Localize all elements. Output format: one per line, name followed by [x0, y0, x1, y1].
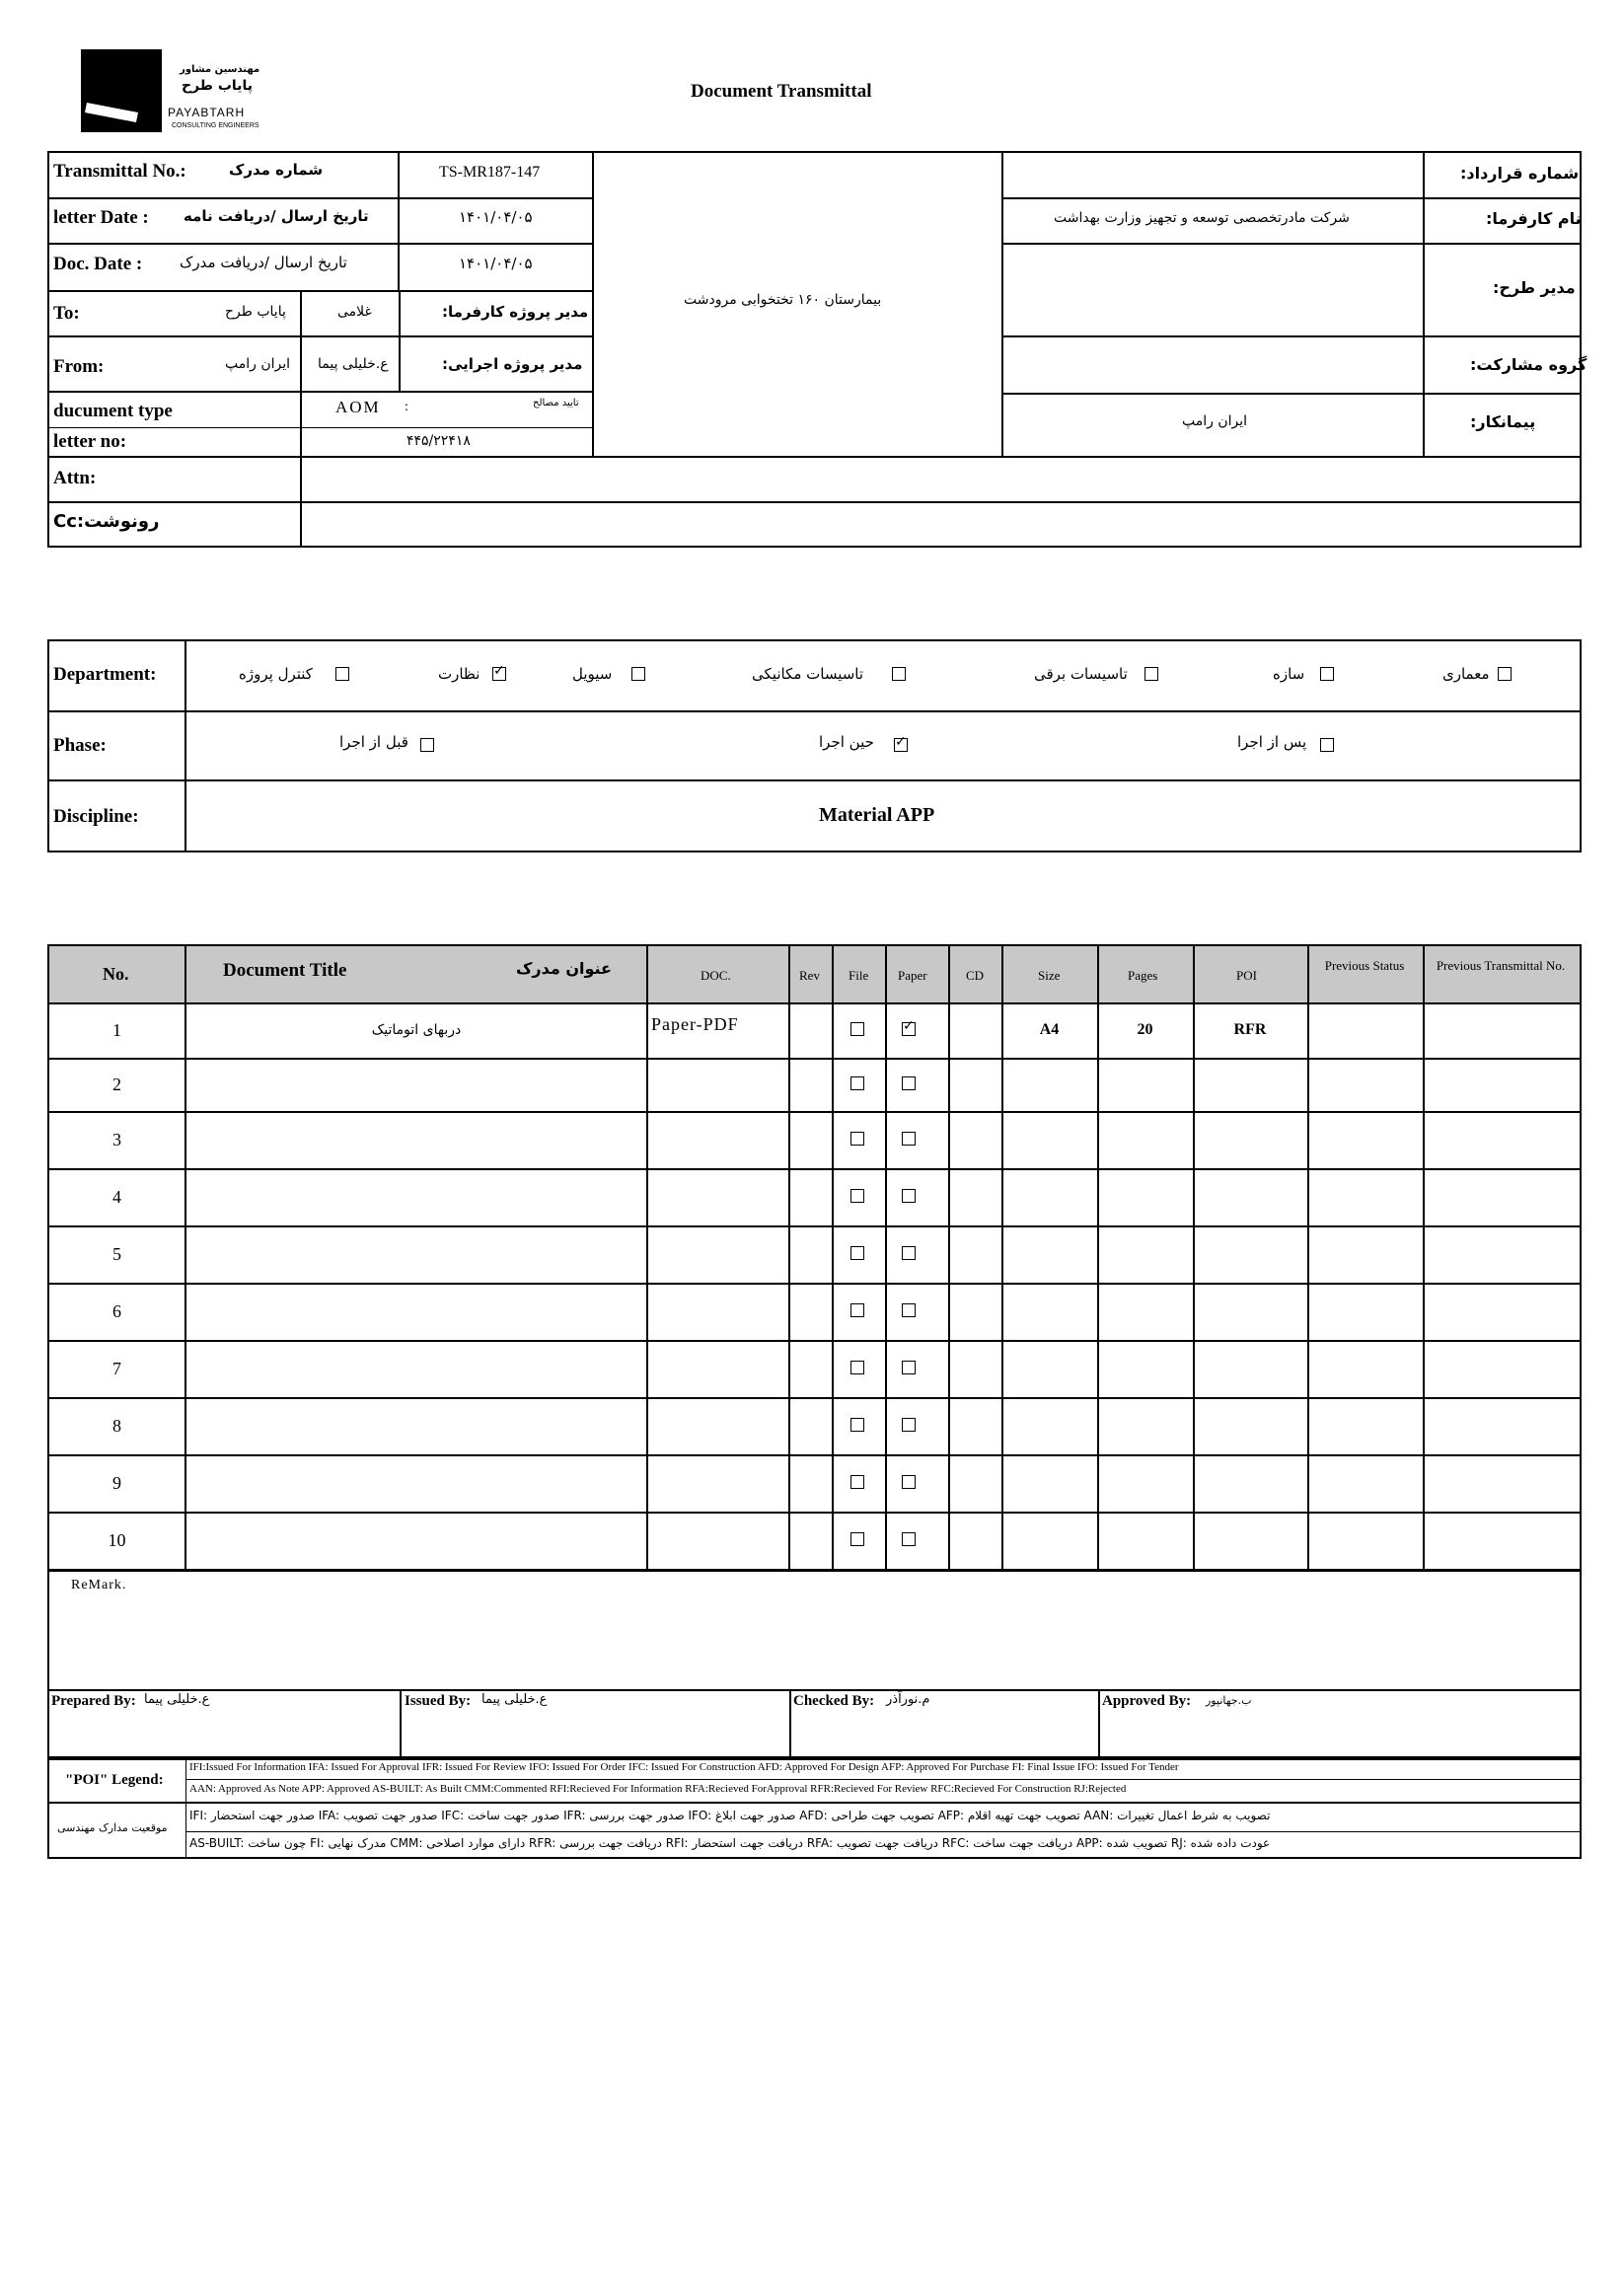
- department-checkbox[interactable]: [1498, 667, 1512, 681]
- department-option-label: سیویل: [572, 665, 613, 683]
- row-file-checkbox[interactable]: [850, 1246, 864, 1260]
- row-number: 5: [112, 1244, 121, 1264]
- doc-date-fa-label: تاریخ ارسال /دریافت مدرک: [180, 254, 347, 271]
- status-legend-fa-line1: IFI: صدور جهت استحضار IFA: صدور جهت تصویب IFC: صدور جهت ساخت IFR: صدور جهت بررسی IFO: صدور جهت ابلاغ AFD: تصویب جهت طراحی AFP: تصویب جهت تهیه اقلام AAN: تصویب به شرط اعمال تغییرات: [189, 1809, 1271, 1822]
- row-number: 8: [112, 1416, 121, 1436]
- col-header-title-fa: عنوان مدرک: [516, 959, 612, 978]
- col-header-pages: Pages: [1128, 968, 1158, 983]
- department-option-label: تاسیسات برقی: [1034, 665, 1128, 683]
- letter-date-value: ۱۴۰۱/۰۴/۰۵: [459, 208, 533, 226]
- employer-value: شرکت مادرتخصصی توسعه و تجهیز وزارت بهداشت: [1054, 210, 1350, 226]
- row-number: 4: [112, 1187, 121, 1207]
- letter-no-label: letter no:: [53, 431, 127, 452]
- poi-legend-label: "POI" Legend:: [65, 1772, 164, 1788]
- row-paper-checkbox[interactable]: [902, 1189, 916, 1203]
- row-file-checkbox[interactable]: [850, 1475, 864, 1489]
- poi-legend-line: IFI:Issued For Information IFA: Issued For Approval IFR: Issued For Review IFO: Issued For Order IFC: Issued For Construction AFD: Approved For Design AFP: Approved For Purchase FI: Final Issue IFO: Issued For Tender: [189, 1761, 1179, 1773]
- doc-type-colon: :: [405, 400, 408, 414]
- department-checkbox[interactable]: [492, 667, 506, 681]
- phase-option-label: حین اجرا: [819, 733, 874, 751]
- col-header-title-en: Document Title: [223, 960, 347, 981]
- logo-en-line1: PAYABTARH: [168, 106, 246, 119]
- doc-type-label: ducument type: [53, 401, 173, 421]
- department-checkbox[interactable]: [1320, 667, 1334, 681]
- letter-date-label: letter Date :: [53, 207, 149, 228]
- checked-by-value: م.نورآذر: [886, 1692, 930, 1707]
- cc-field[interactable]: [302, 503, 1581, 547]
- contract-no-label: شماره قرارداد:: [1460, 164, 1580, 183]
- doc-type-value: AOM: [335, 398, 381, 416]
- row-file-checkbox[interactable]: [850, 1132, 864, 1146]
- col-header-size: Size: [1038, 968, 1061, 983]
- to-value: پایاب طرح: [225, 304, 286, 320]
- phase-label: Phase:: [53, 735, 107, 756]
- logo-en-line2: CONSULTING ENGINEERS: [172, 122, 259, 129]
- remark-label: ReMark.: [71, 1578, 127, 1592]
- row-file-checkbox[interactable]: [850, 1418, 864, 1432]
- phase-checkbox[interactable]: [1320, 738, 1334, 752]
- row-doc-type: Paper-PDF: [651, 1014, 739, 1034]
- remark-field[interactable]: [49, 1598, 1579, 1687]
- row-number: 2: [112, 1074, 121, 1094]
- to-label: To:: [53, 303, 80, 324]
- row-paper-checkbox[interactable]: [902, 1303, 916, 1317]
- attn-label: Attn:: [53, 468, 97, 488]
- row-poi: RFR: [1233, 1021, 1267, 1038]
- from-label: From:: [53, 356, 105, 377]
- row-paper-checkbox[interactable]: [902, 1022, 916, 1036]
- row-paper-checkbox[interactable]: [902, 1361, 916, 1374]
- col-header-prev-transmittal: Previous Transmittal No.: [1436, 958, 1566, 973]
- issued-by-label: Issued By:: [405, 1693, 472, 1709]
- logo-fa-line2: پایاب طرح: [182, 78, 253, 94]
- transmittal-no-value: TS-MR187-147: [439, 164, 541, 181]
- department-option-label: معماری: [1442, 665, 1490, 683]
- row-number: 9: [112, 1473, 121, 1493]
- status-legend-fa-line2: AS-BUILT: چون ساخت FI: مدرک نهایی CMM: دارای موارد اصلاحی RFR: دریافت جهت بررسی RFI: دریافت جهت استحضار RFA: دریافت جهت تصویب RFC: دریافت جهت ساخت APP: تصویب شده RJ: عودت داده شده: [189, 1836, 1271, 1850]
- phase-option-label: پس از اجرا: [1237, 733, 1307, 751]
- prepared-by-label: Prepared By:: [51, 1693, 136, 1709]
- letter-no-value: ۴۴۵/۲۲۴۱۸: [406, 433, 471, 449]
- row-file-checkbox[interactable]: [850, 1022, 864, 1036]
- phase-checkbox[interactable]: [894, 738, 908, 752]
- status-legend-fa-label: موقعیت مدارک مهندسی: [57, 1821, 168, 1834]
- approved-by-label: Approved By:: [1102, 1693, 1192, 1709]
- department-option-label: کنترل پروژه: [239, 665, 313, 683]
- row-paper-checkbox[interactable]: [902, 1475, 916, 1489]
- department-option-label: نظارت: [438, 665, 480, 683]
- from-value: ایران رامپ: [225, 356, 291, 372]
- phase-option-label: قبل از اجرا: [339, 733, 408, 751]
- department-option-label: تاسیسات مکانیکی: [752, 665, 864, 683]
- col-header-poi: POI: [1236, 968, 1257, 983]
- col-header-paper: Paper: [898, 968, 927, 983]
- row-number: 6: [112, 1301, 121, 1321]
- row-paper-checkbox[interactable]: [902, 1076, 916, 1090]
- row-file-checkbox[interactable]: [850, 1361, 864, 1374]
- attn-field[interactable]: [302, 458, 1581, 500]
- issued-by-value: ع.خلیلی پیما: [481, 1692, 548, 1707]
- discipline-value: Material APP: [819, 804, 935, 826]
- discipline-label: Discipline:: [53, 806, 139, 827]
- row-file-checkbox[interactable]: [850, 1532, 864, 1546]
- row-document-title: دربهای اتوماتیک: [371, 1022, 462, 1038]
- doc-type-fa: تایید مصالح: [533, 398, 579, 408]
- exec-pm-value: ع.خلیلی پیما: [318, 356, 389, 372]
- row-size: A4: [1039, 1021, 1060, 1038]
- department-checkbox[interactable]: [1144, 667, 1158, 681]
- employer-label: نام کارفرما:: [1486, 209, 1582, 228]
- status-legend-line: AAN: Approved As Note APP: Approved AS-BUILT: As Built CMM:Commented RFI:Recieved For Information RFA:Recieved ForApproval RFR:Recieved For Review RFC:Recieved For Construction RJ:Rejected: [189, 1783, 1127, 1795]
- row-paper-checkbox[interactable]: [902, 1132, 916, 1146]
- row-paper-checkbox[interactable]: [902, 1532, 916, 1546]
- partnership-label: گروه مشارکت:: [1470, 355, 1587, 374]
- checked-by-label: Checked By:: [793, 1693, 875, 1709]
- exec-pm-label: مدیر پروژه اجرایی:: [442, 355, 583, 373]
- letter-date-fa-label: تاریخ ارسال /دریافت نامه: [184, 207, 369, 225]
- transmittal-no-label: Transmittal No.:: [53, 161, 186, 182]
- col-header-doc: DOC.: [701, 968, 731, 983]
- contractor-label: پیمانکار:: [1470, 412, 1536, 431]
- page-title: Document Transmittal: [691, 81, 872, 102]
- department-checkbox[interactable]: [631, 667, 645, 681]
- approved-by-value: ب.جهانپور: [1206, 1694, 1252, 1707]
- doc-date-value: ۱۴۰۱/۰۴/۰۵: [459, 255, 533, 272]
- doc-date-label: Doc. Date :: [53, 254, 143, 274]
- employer-pm-label: مدیر پروژه کارفرما:: [442, 303, 589, 321]
- row-file-checkbox[interactable]: [850, 1189, 864, 1203]
- company-logo: [81, 49, 278, 138]
- contractor-value: ایران رامپ: [1182, 413, 1248, 429]
- department-checkbox[interactable]: [335, 667, 349, 681]
- logo-mark-icon: [81, 49, 162, 132]
- plan-manager-label: مدیر طرح:: [1493, 278, 1576, 297]
- logo-fa-line1: مهندسین مشاور: [180, 64, 260, 75]
- employer-pm-value: غلامی: [337, 304, 372, 320]
- transmittal-no-fa-label: شماره مدرک: [229, 161, 324, 179]
- row-paper-checkbox[interactable]: [902, 1418, 916, 1432]
- cc-label: Cc:رونوشت: [53, 511, 160, 532]
- col-header-no: No.: [103, 964, 129, 984]
- department-option-label: سازه: [1273, 665, 1305, 683]
- row-number: 7: [112, 1359, 121, 1378]
- row-number: 1: [112, 1020, 121, 1040]
- row-pages: 20: [1137, 1021, 1153, 1038]
- department-label: Department:: [53, 664, 157, 685]
- col-header-file: File: [849, 968, 869, 983]
- row-number: 3: [112, 1130, 121, 1149]
- col-header-prev-status: Previous Status: [1324, 958, 1405, 973]
- prepared-by-value: ع.خلیلی پیما: [144, 1692, 210, 1707]
- col-header-cd: CD: [966, 968, 985, 983]
- row-paper-checkbox[interactable]: [902, 1246, 916, 1260]
- row-file-checkbox[interactable]: [850, 1303, 864, 1317]
- project-name: بیمارستان ۱۶۰ تختخوابی مرودشت: [684, 292, 882, 308]
- row-file-checkbox[interactable]: [850, 1076, 864, 1090]
- phase-checkbox[interactable]: [420, 738, 434, 752]
- department-checkbox[interactable]: [892, 667, 906, 681]
- row-number: 10: [108, 1530, 126, 1550]
- col-header-rev: Rev: [799, 968, 820, 983]
